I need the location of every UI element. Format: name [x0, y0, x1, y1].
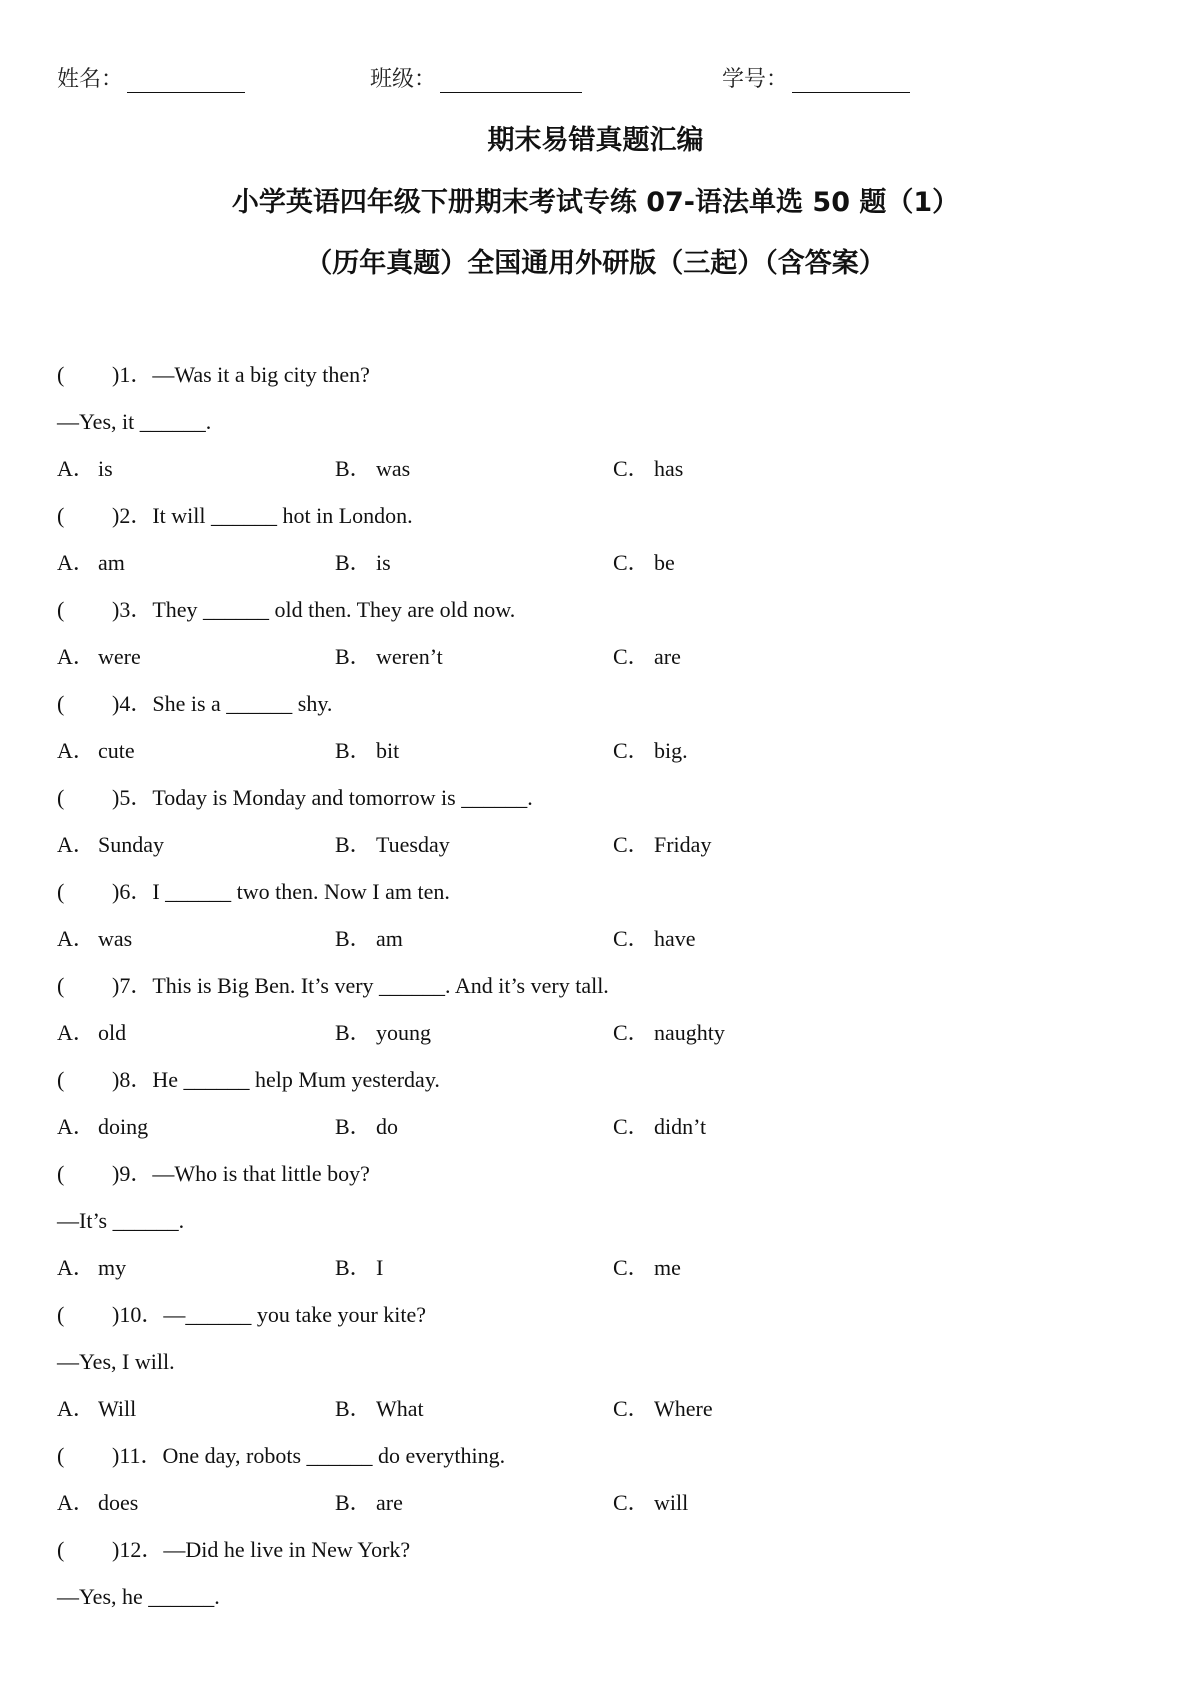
answer-paren[interactable]: (	[57, 1302, 65, 1327]
question-4	[57, 689, 1137, 736]
answer-paren[interactable]: (	[57, 1161, 65, 1186]
question-number: )3．	[112, 597, 153, 622]
question-11-options	[57, 1488, 1137, 1535]
question-number: )8．	[112, 1067, 153, 1092]
question-4-options	[57, 736, 1137, 783]
option-a[interactable]: A． Sunday	[57, 832, 164, 857]
question-stem: They ______ old then. They are old now.	[152, 597, 516, 622]
option-a[interactable]: A． were	[57, 644, 141, 669]
option-a[interactable]: A． my	[57, 1255, 127, 1280]
question-9-reply: —It’s ______.	[57, 1208, 185, 1233]
question-stem: —Did he live in New York?	[163, 1537, 411, 1562]
question-stem: He ______ help Mum yesterday.	[152, 1067, 440, 1092]
option-b[interactable]: B． I	[335, 1255, 384, 1280]
question-number: )6．	[112, 879, 153, 904]
option-c[interactable]: C． Friday	[613, 832, 712, 857]
option-b[interactable]: B． Tuesday	[335, 832, 450, 857]
question-number: )1．	[112, 362, 153, 387]
question-number: )5．	[112, 785, 153, 810]
class-blank[interactable]	[440, 70, 582, 93]
question-number: )9．	[112, 1161, 153, 1186]
answer-paren[interactable]: (	[57, 1537, 65, 1562]
option-b[interactable]: B． What	[335, 1396, 424, 1421]
question-stem: She is a ______ shy.	[152, 691, 333, 716]
question-3-options	[57, 642, 1137, 689]
student-id-field	[722, 62, 910, 93]
question-stem: It will ______ hot in London.	[152, 503, 413, 528]
question-5	[57, 783, 1137, 830]
question-number: )11．	[112, 1443, 163, 1468]
option-c[interactable]: C． Where	[613, 1396, 713, 1421]
question-number: )4．	[112, 691, 153, 716]
option-a[interactable]: A． is	[57, 456, 113, 481]
answer-paren[interactable]: (	[57, 597, 65, 622]
student-id-blank[interactable]	[792, 70, 910, 93]
option-b[interactable]: B． do	[335, 1114, 398, 1139]
answer-paren[interactable]: (	[57, 1067, 65, 1092]
question-11	[57, 1441, 1137, 1488]
class-field	[370, 62, 582, 93]
student-info-header	[0, 62, 1191, 102]
answer-paren[interactable]: (	[57, 973, 65, 998]
question-7-options	[57, 1018, 1137, 1065]
answer-paren[interactable]: (	[57, 691, 65, 716]
answer-paren[interactable]: (	[57, 503, 65, 528]
question-stem: —Who is that little boy?	[152, 1161, 370, 1186]
option-a[interactable]: A． was	[57, 926, 133, 951]
question-5-options	[57, 830, 1137, 877]
option-c[interactable]: C． didn’t	[613, 1114, 707, 1139]
question-12	[57, 1535, 1137, 1582]
question-2	[57, 501, 1137, 548]
question-stem: —______ you take your kite?	[163, 1302, 427, 1327]
name-blank[interactable]	[127, 70, 245, 93]
option-b[interactable]: B． is	[335, 550, 391, 575]
question-number: )12．	[112, 1537, 164, 1562]
option-a[interactable]: A． doing	[57, 1114, 149, 1139]
option-c[interactable]: C． me	[613, 1255, 681, 1280]
option-a[interactable]: A． Will	[57, 1396, 137, 1421]
question-1	[57, 360, 1137, 407]
question-8-options	[57, 1112, 1137, 1159]
question-1-reply: —Yes, it ______.	[57, 409, 212, 434]
option-c[interactable]: C． are	[613, 644, 681, 669]
question-list	[57, 360, 1137, 1629]
answer-paren[interactable]: (	[57, 1443, 65, 1468]
option-a[interactable]: A． am	[57, 550, 125, 575]
name-field	[57, 62, 245, 93]
answer-paren[interactable]: (	[57, 362, 65, 387]
question-1-options	[57, 454, 1137, 501]
question-9-options	[57, 1253, 1137, 1300]
question-stem: Today is Monday and tomorrow is ______.	[152, 785, 533, 810]
option-c[interactable]: C． be	[613, 550, 675, 575]
question-10	[57, 1300, 1137, 1347]
question-3	[57, 595, 1137, 642]
name-label: 姓名：	[57, 67, 124, 92]
option-b[interactable]: B． are	[335, 1490, 403, 1515]
answer-paren[interactable]: (	[57, 785, 65, 810]
option-b[interactable]: B． was	[335, 456, 411, 481]
question-stem: I ______ two then. Now I am ten.	[152, 879, 450, 904]
student-id-label: 学号：	[722, 67, 789, 92]
question-stem: One day, robots ______ do everything.	[162, 1443, 506, 1468]
question-2-options	[57, 548, 1137, 595]
question-9	[57, 1159, 1137, 1206]
question-10-reply: —Yes, I will.	[57, 1349, 175, 1374]
question-12-reply: —Yes, he ______.	[57, 1584, 220, 1609]
option-c[interactable]: C． will	[613, 1490, 689, 1515]
option-b[interactable]: B． bit	[335, 738, 400, 763]
question-stem: This is Big Ben. It’s very ______. And it’s very tall.	[152, 973, 609, 998]
question-number: )7．	[112, 973, 153, 998]
doc-subtitle-2: （历年真题）全国通用外研版（三起）（含答案）	[305, 248, 886, 279]
doc-title: 期末易错真题汇编	[487, 125, 704, 156]
option-c[interactable]: C． naughty	[613, 1020, 725, 1045]
option-a[interactable]: A． old	[57, 1020, 127, 1045]
option-b[interactable]: B． young	[335, 1020, 431, 1045]
question-10-options	[57, 1394, 1137, 1441]
doc-subtitle: 小学英语四年级下册期末考试专练 07-语法单选 50 题（1）	[231, 187, 960, 218]
question-6-options	[57, 924, 1137, 971]
class-label: 班级：	[370, 67, 437, 92]
option-b[interactable]: B． weren’t	[335, 644, 443, 669]
option-a[interactable]: A． does	[57, 1490, 139, 1515]
option-a[interactable]: A． cute	[57, 738, 135, 763]
question-8	[57, 1065, 1137, 1112]
option-c[interactable]: C． has	[613, 456, 684, 481]
question-number: )10．	[112, 1302, 164, 1327]
question-number: )2．	[112, 503, 153, 528]
option-b[interactable]: B． am	[335, 926, 403, 951]
question-stem: —Was it a big city then?	[152, 362, 370, 387]
question-7	[57, 971, 1137, 1018]
option-c[interactable]: C． big.	[613, 738, 688, 763]
answer-paren[interactable]: (	[57, 879, 65, 904]
option-c[interactable]: C． have	[613, 926, 696, 951]
question-6	[57, 877, 1137, 924]
